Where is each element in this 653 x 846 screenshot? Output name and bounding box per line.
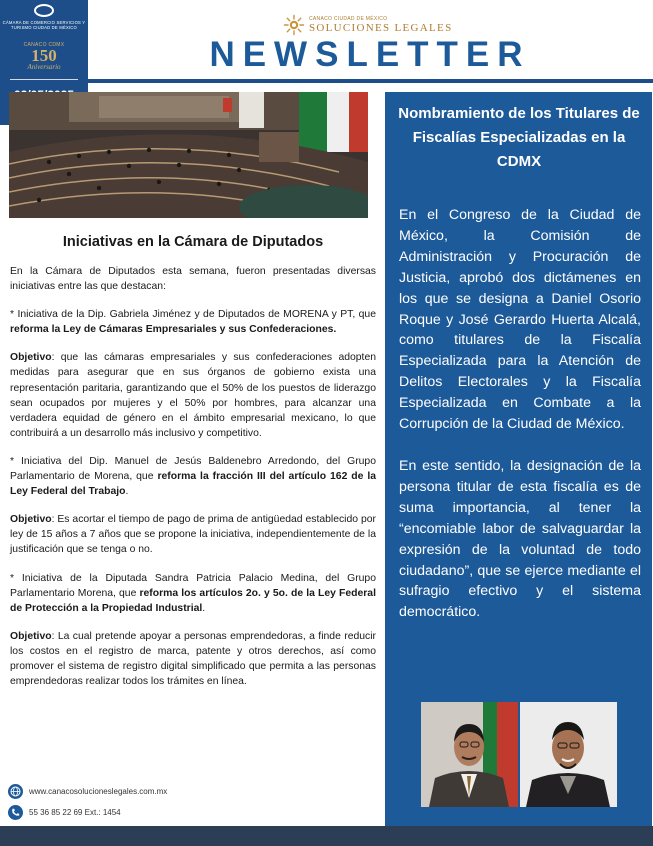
portrait-photo [421,702,518,807]
initiative-objective [10,629,376,689]
initiative-objective [10,512,376,557]
left-article-intro: En la Cámara de Diputados esta semana, fueron presentadas diversas iniciativas entre las que destacan: [10,266,376,293]
footer-bar [0,826,653,846]
initiative-reform: reforma los artículos 2o. y 5o. de la Ley Federal de Protección a la Propiedad Industrial [10,587,376,614]
objective-text: : La cual pretende apoyar a personas emprendedoras, a finde reducir los costos en el registro de marca, patente y otros derechos, así como promover el sistema de registro digital simplificado que permita a las personas emprendedoras realizar todos los trámites en línea. [10,630,376,688]
right-article-body [399,205,641,644]
initiative-after: . [125,486,129,498]
right-article [385,92,652,826]
brand-small-text: CANACO CIUDAD DE MÉXICO [309,16,388,22]
globe-icon [8,784,23,799]
chamber-of-commerce-logo [0,3,88,45]
chamber-illustration [9,92,368,218]
anniversary-brand: CANACO CDMX [23,42,65,48]
objective-label: Objetivo [10,514,52,526]
sun-emblem-icon [283,14,305,36]
objective-text: : Es acortar el tiempo de pago de prima de antigüedad establecido por ley de 15 años a 7 años que se propone la iniciativa, independientemente de la justificación que se tenga o no. [10,514,376,556]
phone-icon [8,805,23,820]
initiative-reform: reforma la Ley de Cámaras Empresariales y sus Confederaciones. [10,324,337,336]
right-article-title: Nombramiento de los Titulares de Fiscalías Especializadas en la CDMX [398,105,640,170]
initiative-text: * Iniciativa de la Dip. Gabriela Jiménez y de Diputados de MORENA y PT, que [10,309,376,321]
newsletter-title: NEWSLETTER [209,35,531,74]
anniversary-word: Aniversario [27,63,61,71]
website-contact[interactable] [8,784,167,799]
left-article-title: Iniciativas en la Cámara de Diputados [62,234,324,250]
initiative-item [10,454,376,499]
initiative-after: . [202,602,206,614]
objective-text: : que las cámaras empresariales y sus confederaciones adopten medidas para asegurar que en sus órganos de gobierno exista una representación paritaria, garantizando que el 50% de los puestos de liderazgo sean ocupados por mujeres y el 50% por hombres, para alcanzar una verdadera equidad de género en el ámbito empresarial mexicano, lo que contribuirá a un desarrollo más inclusivo y competitivo. [10,352,376,439]
initiative-item [10,571,376,616]
phone-contact[interactable] [8,805,121,820]
portrait-photo [520,702,617,807]
initiative-reform: reforma la fracción III del artículo 162 de la Ley Federal del Trabajo [10,471,377,498]
initiative-objective [10,350,376,441]
right-article-paragraph: En este sentido, la designación de la persona titular de esta fiscalía es de suma importancia, al tener la “encomiable labor de salvaguardar la expresión de la voluntad de todo ciudadano”, que se ejerce mediante el sufragio efectivo y el sistema democrático. [399,457,641,621]
org-name: CÁMARA DE COMERCIO SERVICIOS Y TURISMO CIUDAD DE MÉXICO [2,20,86,30]
badge-divider [10,79,78,80]
title-rule [88,79,653,83]
logo-ring-icon [34,4,54,17]
left-article [10,234,376,702]
website-url[interactable]: www.canacosolucioneslegales.com.mx [29,787,168,796]
initiative-text: * Iniciativa de la Diputada Sandra Patricia Palacio Medina, del Grupo Parlamentario Morena, que [10,572,376,599]
objective-label: Objetivo [10,352,52,364]
anniversary-logo [0,42,88,72]
initiative-item [10,307,376,337]
phone-number[interactable]: 55 36 85 22 69 Ext.: 1454 [29,808,121,817]
objective-label: Objetivo [10,630,52,642]
initiative-text: * Iniciativa del Dip. Manuel de Jesús Baldenebro Arredondo, del Grupo Parlamentario de Morena, que [10,455,376,483]
chamber-of-deputies-photo [9,92,368,218]
right-article-paragraph: En el Congreso de la Ciudad de México, la Comisión de Administración y Procuración de Justicia, aprobó dos dictámenes en los que se designa a Daniel Osorio Roque y José Gerardo Huerta Alcalá, como titulares de la Fiscalía Especializada para la Atención de Delitos Electorales y la Fiscalía Especializada en Combate a la Corrupción de la Ciudad de México. [399,207,641,433]
anniversary-number: 150 [31,46,57,65]
brand-name: SOLUCIONES LEGALES [309,22,453,34]
